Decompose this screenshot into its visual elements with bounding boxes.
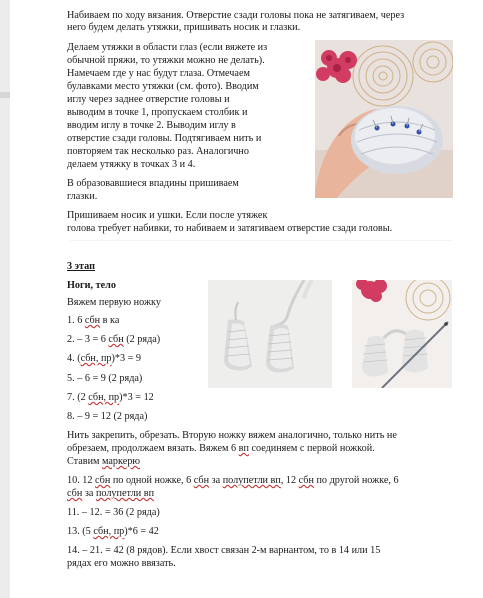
paragraph-fix-line2: обрезаем, продолжаем вязать. Вяжем 6 вп соединяем с первой ножкой.: [67, 443, 375, 454]
pattern-row: 4. (сбн, пр)*3 = 9: [67, 353, 142, 364]
pattern-row-14-line2: рядах его можно ввязать.: [67, 558, 176, 569]
eyes-line: иглу через заднее отверстие головы и: [67, 94, 230, 105]
eyes-line: делаем утяжку в точках 3 и 4.: [67, 159, 196, 170]
paragraph-nose-ears-line1: Пришиваем носик и ушки. Если после утяжек: [67, 210, 268, 221]
pattern-row: 13. (5 сбн, пр)*6 = 42: [67, 526, 159, 537]
pattern-row: 7. (2 сбн, пр)*3 = 12: [67, 392, 154, 403]
pattern-row-10-line1: 10. 12 сбн по одной ножке, 6 сбн за полупетли вп, 12 сбн по другой ножке, 6: [67, 475, 399, 486]
eyes-line: выводим в точке 1, пропускаем столбик и: [67, 107, 248, 118]
eyes-line: повторяем так несколько раз. Аналогично: [67, 146, 249, 157]
section-subtitle: Ноги, тело: [67, 280, 116, 291]
pattern-row: 2. – 3 = 6 сбн (2 ряда): [67, 334, 161, 345]
photo-legs-joined: [352, 280, 452, 388]
pattern-row: 11. – 12. = 36 (2 ряда): [67, 507, 160, 518]
pattern-row: 1. 6 сбн в ка: [67, 315, 120, 326]
paragraph-fix-line1: Нить закрепить, обрезать. Вторую ножку вяжем аналогично, только нить не: [67, 430, 397, 441]
photo-head-with-pins: [315, 40, 453, 198]
eyes-line: отверстие сзади головы. Подтягиваем нить и: [67, 133, 262, 144]
eyes-line: булавками место утяжки (см. фото). Вводим: [67, 81, 259, 92]
pattern-row: 8. – 9 = 12 (2 ряда): [67, 411, 148, 422]
paragraph-sew-eyes-line2: глазки.: [67, 191, 98, 202]
pattern-row: 5. – 6 = 9 (2 ряда): [67, 373, 143, 384]
paragraph-stuffing-line2: него будем делать утяжки, пришивать носик и глазки.: [67, 22, 301, 33]
pattern-row-10-line2: сбн за полупетли вп: [67, 488, 155, 499]
paragraph-sew-eyes-line1: В образовавшиеся впадины пришиваем: [67, 178, 239, 189]
paragraph-fix-line3: Ставим маркерю: [67, 456, 140, 467]
section-title: 3 этап: [67, 261, 96, 272]
photo-two-legs: [208, 280, 332, 388]
paragraph-nose-ears-line2: голова требует набивки, то набиваем и затягиваем отверстие сзади головы.: [67, 223, 393, 234]
section-intro: Вяжем первую ножку: [67, 297, 161, 308]
eyes-line: Делаем утяжки в области глаз (если вяжете из: [67, 42, 268, 53]
scrollbar-thumb[interactable]: [0, 92, 10, 98]
eyes-line: обычной пряжи, то утяжки можно не делать).: [67, 55, 265, 66]
document-page: [10, 0, 483, 598]
section-divider: [70, 240, 452, 241]
paragraph-stuffing-line1: Набиваем по ходу вязания. Отверстие сзади головы пока не затягиваем, через: [67, 10, 405, 21]
eyes-line: вводим иглу в точке 2. Выводим иглу в: [67, 120, 236, 131]
pattern-row-14-line1: 14. – 21. = 42 (8 рядов). Если хвост связан 2-м варнантом, то в 14 или 15: [67, 545, 381, 556]
eyes-line: Намечаем где у нас будут глаза. Отмечаем: [67, 68, 250, 79]
scrollbar-track[interactable]: [0, 0, 10, 598]
